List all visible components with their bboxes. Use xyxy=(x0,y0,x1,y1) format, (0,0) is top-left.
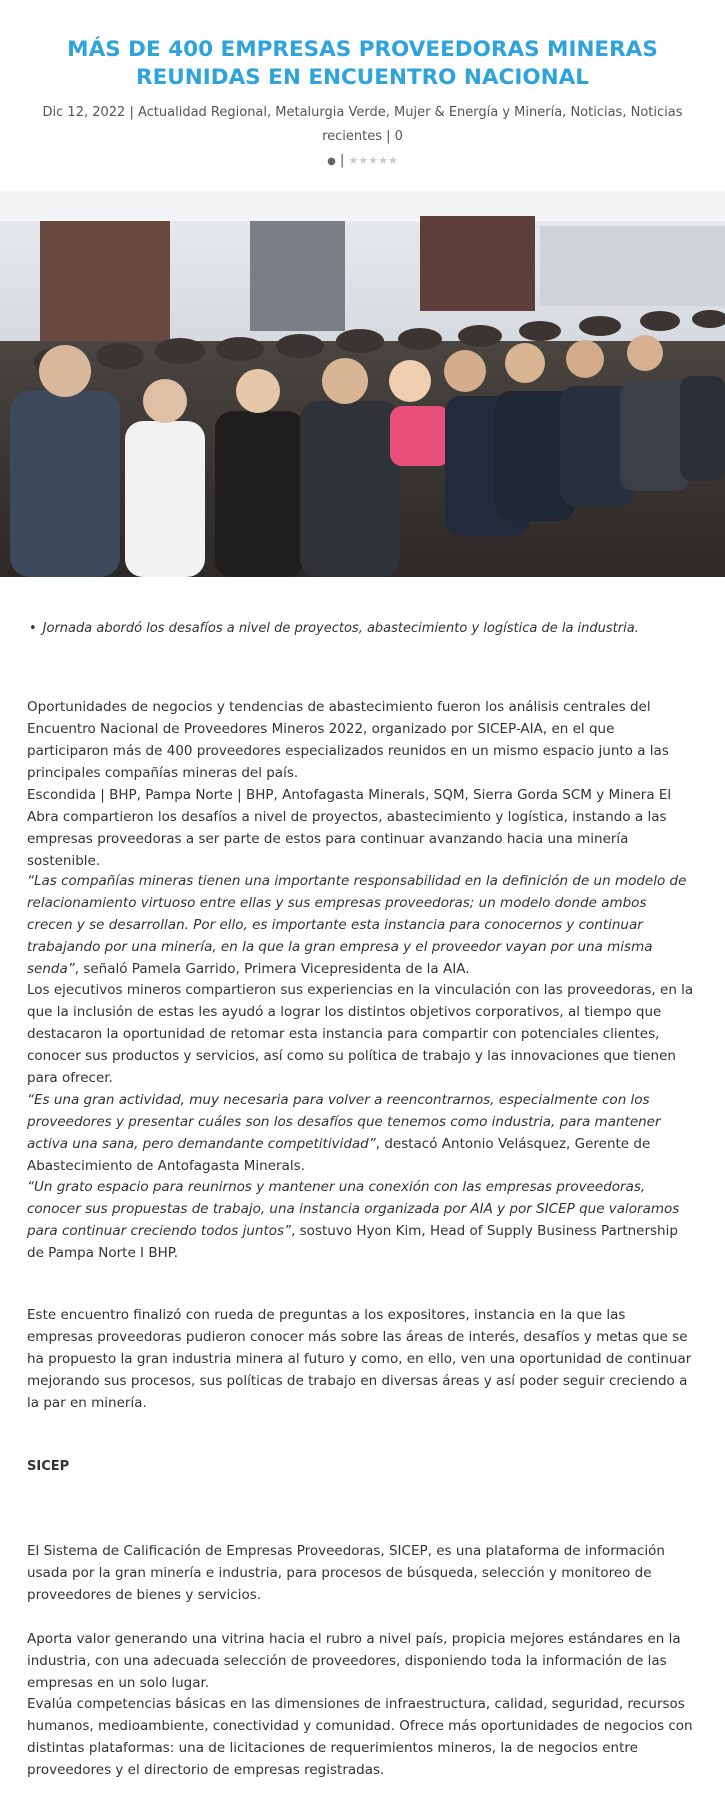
bullet-dot-icon: • xyxy=(29,621,37,636)
category-link[interactable]: Noticias xyxy=(570,105,623,120)
rating-stars[interactable]: ★★★★★ xyxy=(348,154,398,167)
bullet-text: Jornada abordó los desafíos a nivel de proyectos, abastecimiento y logística de la industria. xyxy=(42,621,639,636)
paragraph xyxy=(27,696,695,784)
comment-count-link[interactable]: 0 xyxy=(394,129,403,144)
quote-text: “Un grato espacio para reunirnos y mantener una conexión con las empresas proveedoras, conocer sus propuestas de trabajo, una instancia organizada por AIA y por SICEP que valoramos para continuar creciendo todos juntos” xyxy=(27,1179,680,1239)
quote-text: “Las compañías mineras tienen una importante responsabilidad en la definición de un modelo de relacionamiento virtuoso entre ellas y sus empresas proveedoras; un modelo donde ambos crecen y se desarrollan. Por ello, es importante esta instancia para conocernos y continuar trabajando por una minería, en la que la gran empresa y el proveedor vayan por una misma senda” xyxy=(27,873,687,977)
paragraph xyxy=(27,979,695,1089)
paragraph-text: Escondida | BHP, Pampa Norte | BHP, Antofagasta Minerals, SQM, Sierra Gorda SCM y Minera El Abra compartieron los desafíos a nivel de proyectos, abastecimiento y logística, instando a las empresas proveedoras a ser parte de estos para continuar avanzando hacia una minería sostenible. xyxy=(27,787,672,869)
paragraph xyxy=(27,1628,695,1694)
hero-image xyxy=(0,191,725,577)
paragraph-text: El Sistema de Calificación de Empresas Proveedoras, SICEP, es una plataforma de información usada por la gran minería e industria, para procesos de búsqueda, selección y monitoreo de proveedores de bienes y servicios. xyxy=(27,1543,665,1603)
paragraph-text: Evalúa competencias básicas en las dimensiones de infraestructura, calidad, seguridad, recursos humanos, medioambiente, conectividad y comunidad. Ofrece más oportunidades de negocios con distintas plataformas: una de licitaciones de requerimientos mineros, la de negocios entre proveedores y el directorio de empresas registradas. xyxy=(27,1696,693,1778)
quote-paragraph xyxy=(27,1089,695,1177)
quote-attribution: , destacó Antonio Velásquez, Gerente de Abastecimiento de Antofagasta Minerals. xyxy=(27,1136,651,1174)
category-link[interactable]: Noticias recientes xyxy=(322,105,683,144)
category-link[interactable]: Mujer & Energía y Minería xyxy=(394,105,563,120)
category-link[interactable]: Actualidad Regional xyxy=(137,105,268,120)
section-heading: SICEP xyxy=(27,1459,70,1474)
paragraph-text: Los ejecutivos mineros compartieron sus experiencias en la vinculación con las proveedoras, en la que la inclusión de estas les ayudó a lograr los distintos objetivos corporativos, al tiempo que destacaron la oportunidad de retomar esta instancia para compartir con potenciales clientes, conocer sus productos y servicios, así como su política de trabajo y las innovaciones que tienen para ofrecer. xyxy=(27,982,694,1086)
article-title: MÁS DE 400 EMPRESAS PROVEEDORAS MINERAS REUNIDAS EN ENCUENTRO NACIONAL xyxy=(67,37,658,90)
comment-icon: ● xyxy=(327,156,336,167)
paragraph-text: Oportunidades de negocios y tendencias de abastecimiento fueron los análisis centrales del Encuentro Nacional de Proveedores Mineros 2022, organizado por SICEP-AIA, en el que participaron más de 400 proveedores especializados reunidos en un mismo espacio junto a las principales compañías mineras del país. xyxy=(27,699,669,781)
meta-separator: | xyxy=(129,105,134,120)
post-date: Dic 12, 2022 xyxy=(42,105,126,120)
meta-separator: | xyxy=(386,129,391,144)
audience-photo xyxy=(0,191,725,577)
quote-paragraph xyxy=(27,870,695,980)
paragraph xyxy=(27,1304,695,1414)
quote-paragraph xyxy=(27,1176,695,1264)
meta-separator: | xyxy=(340,153,345,168)
paragraph xyxy=(27,1540,695,1606)
post-meta: Dic 12, 2022 | Actualidad Regional, Metalurgia Verde, Mujer & Energía y Minería, Noticias, Noticias recientes | 0 ● | ★★★★★ xyxy=(42,105,683,168)
quote-attribution: , señaló Pamela Garrido, Primera Vicepresidenta de la AIA. xyxy=(74,961,470,977)
paragraph xyxy=(27,1693,695,1781)
quote-attribution: , sostuvo Hyon Kim, Head of Supply Business Partnership de Pampa Norte I BHP. xyxy=(27,1223,678,1261)
paragraph-text: Aporta valor generando una vitrina hacia el rubro a nivel país, propicia mejores estándares en la industria, con una adecuada selección de proveedores, disponiendo toda la información de las empresas en un solo lugar. xyxy=(27,1631,681,1691)
summary-bullet xyxy=(29,618,639,640)
quote-text: “Es una gran actividad, muy necesaria para volver a reencontrarnos, especialmente con los proveedores y presentar cuáles son los desafíos que tenemos como industria, para mantener activa una sana, pero demandante competitividad” xyxy=(27,1092,661,1152)
category-link[interactable]: Metalurgia Verde xyxy=(275,105,386,120)
paragraph xyxy=(27,784,695,872)
paragraph-text: Este encuentro finalizó con rueda de preguntas a los expositores, instancia en la que las empresas proveedoras pudieron conocer más sobre las áreas de interés, desafíos y metas que se ha propuesto la gran industria minera al futuro y como, en ello, ven una oportunidad de continuar mejorando sus procesos, sus políticas de trabajo en diversas áreas y así poder seguir creciendo a la par en minería. xyxy=(27,1307,692,1411)
